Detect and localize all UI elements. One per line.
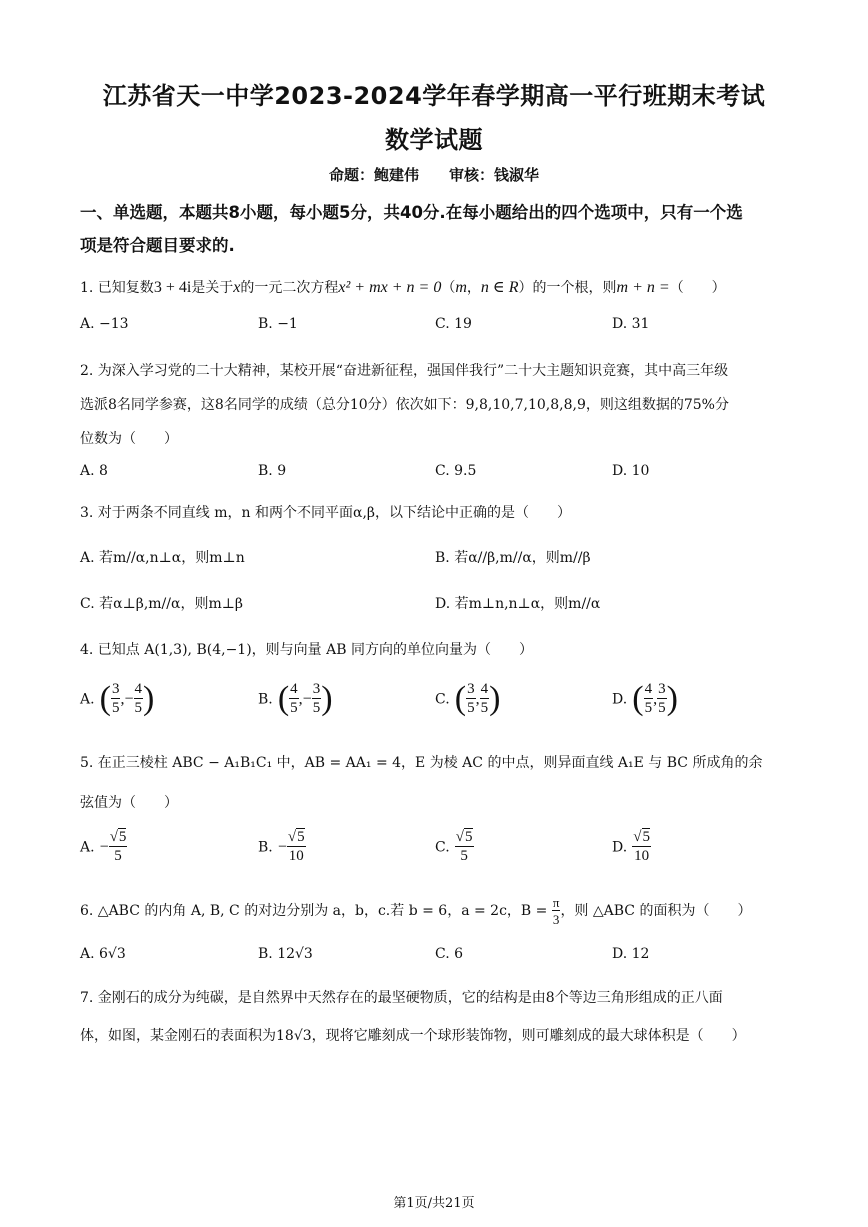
question-2-line1: 2. 为深入学习党的二十大精神，某校开展“奋进新征程，强国伴我行”二十大主题知识竞赛，其中高三年级 [80, 363, 729, 379]
question-4: 4. 已知点 A(1,3), B(4,−1)，则与向量 AB 同方向的单位向量为（ ） [80, 642, 533, 658]
math-complex: 3 + 4i [153, 279, 192, 296]
question-7-line2: 体，如图，某金刚石的表面积为18√3，现将它雕刻成一个球形装饰物，则可雕刻成的最大球体积是（ ） [80, 1028, 746, 1044]
q5-option-b: B. − $\frac{√5}{10}$ [258, 829, 305, 864]
section-heading-line2: 项是符合题目要求的. [80, 236, 235, 255]
q2-option-b: B. 9 [258, 463, 287, 479]
question-5-line2: 弦值为（ ） [80, 795, 178, 811]
q3-option-b: B. 若α//β,m//α，则m//β [435, 550, 591, 566]
question-3: 3. 对于两条不同直线 m，n 和两个不同平面α,β，以下结论中正确的是（ ） [80, 505, 571, 521]
question-7-line1: 7. 金刚石的成分为纯碳，是自然界中天然存在的最坚硬物质，它的结构是由8个等边三角形组成的正八面 [80, 990, 723, 1006]
question-5-line1: 5. 在正三棱柱 ABC − A₁B₁C₁ 中，AB = AA₁ = 4，E 为棱 AC 的中点，则异面直线 A₁E 与 BC 所成角的余 [80, 755, 763, 771]
q4-option-d: D. ( $\frac{4}{5}$ , $\frac{3}{5}$ ) [612, 680, 678, 717]
q4-option-a: A. ( $\frac{3}{5}$ ,− $\frac{4}{5}$ ) [80, 680, 155, 717]
q1-option-b: B. −1 [258, 316, 298, 332]
question-2-line3: 位数为（ ） [80, 431, 178, 447]
exam-subtitle: 数学试题 [385, 126, 483, 154]
question-1: 1. 已知复数3 + 4i是关于x的一元二次方程x² + mx + n = 0（m，n ∈ R）的一个根，则m + n =（ ） [80, 279, 726, 296]
q1-option-d: D. 31 [612, 316, 650, 332]
math-equation: x² + mx + n = 0 [338, 279, 442, 296]
q6-option-b: B. 12√3 [258, 946, 313, 962]
q4-option-c: C. ( $\frac{3}{5}$ , $\frac{4}{5}$ ) [435, 680, 501, 717]
q2-option-a: A. 8 [80, 463, 108, 479]
q1-option-c: C. 19 [435, 316, 472, 332]
page-number: 第1页/共21页 [393, 1196, 475, 1211]
q6-option-a: A. 6√3 [80, 946, 126, 962]
q3-option-d: D. 若m⊥n,n⊥α，则m//α [435, 596, 601, 612]
section-heading-line1: 一、单选题，本题共8小题，每小题5分，共40分.在每小题给出的四个选项中，只有一个选 [80, 203, 743, 222]
q5-option-a: A. − $\frac{√5}{5}$ [80, 829, 127, 864]
question-2-line2: 选派8名同学参赛，这8名同学的成绩（总分10分）依次如下：9,8,10,7,10,8,8,9，则这组数据的75%分 [80, 397, 729, 413]
q5-option-c: C. $\frac{√5}{5}$ [435, 829, 473, 864]
q6-option-d: D. 12 [612, 946, 650, 962]
exam-authors: 命题：鲍建伟 审核：钱淑华 [328, 166, 539, 184]
q4-option-b: B. ( $\frac{4}{5}$ ,− $\frac{3}{5}$ ) [258, 680, 333, 717]
question-6: 6. △ABC 的内角 A, B, C 的对边分别为 a，b，c.若 b = 6，a = 2c，B = $\frac{\pi}{3}$ ，则 △ABC 的面积为（ ） [80, 895, 752, 927]
q6-option-c: C. 6 [435, 946, 464, 962]
q5-option-d: D. $\frac{√5}{10}$ [612, 829, 651, 864]
q2-option-d: D. 10 [612, 463, 650, 479]
q3-option-c: C. 若α⊥β,m//α，则m⊥β [80, 596, 243, 612]
q1-option-a: A. −13 [80, 316, 129, 332]
q2-option-c: C. 9.5 [435, 463, 477, 479]
q3-option-a: A. 若m//α,n⊥α，则m⊥n [80, 550, 245, 566]
exam-title: 江苏省天一中学2023-2024学年春学期高一平行班期末考试 [102, 82, 766, 110]
